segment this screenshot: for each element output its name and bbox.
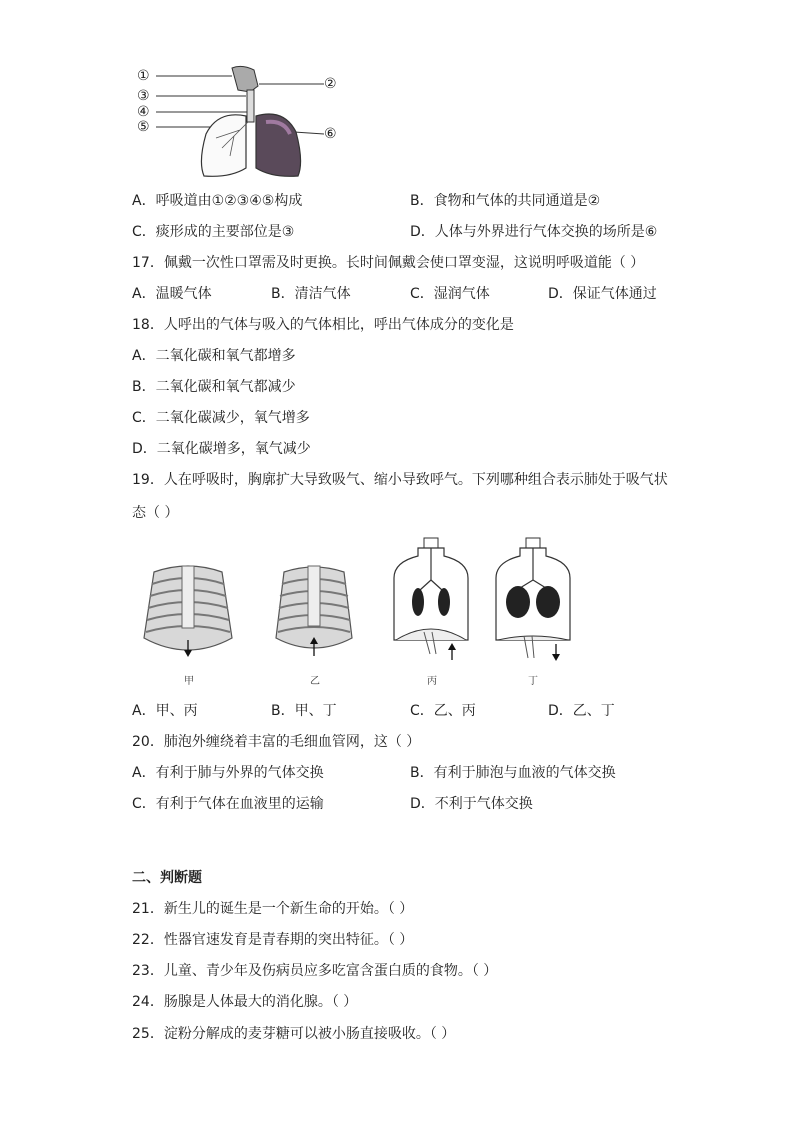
fig16-label-6: ⑥ (324, 126, 337, 142)
bell-jar-figure-ding (490, 536, 576, 664)
judge-item-25: 25．淀粉分解成的麦芽糖可以被小肠直接吸收。（ ） (132, 1026, 456, 1042)
q17-option-b: B．清洁气体 (271, 286, 351, 302)
q18-option-a: A．二氧化碳和氧气都增多 (132, 348, 296, 364)
q19-option-a: A．甲、丙 (132, 703, 198, 719)
caption-ding: 丁 (528, 676, 538, 687)
judge-item-23: 23．儿童、青少年及伤病员应多吃富含蛋白质的食物。（ ） (132, 963, 498, 979)
judge-item-24: 24．肠腺是人体最大的消化腺。（ ） (132, 994, 358, 1010)
q17-option-d: D．保证气体通过 (548, 286, 657, 302)
q20-stem: 20．肺泡外缠绕着丰富的毛细血管网，这（ ） (132, 734, 421, 750)
q20-option-d: D．不利于气体交换 (410, 796, 533, 812)
caption-yi: 乙 (310, 676, 320, 687)
q16-option-d: D．人体与外界进行气体交换的场所是⑥ (410, 224, 658, 240)
q20-option-b: B．有利于肺泡与血液的气体交换 (410, 765, 616, 781)
q19-stem-line1: 19．人在呼吸时，胸廓扩大导致吸气、缩小导致呼气。下列哪种组合表示肺处于吸气状 (132, 472, 668, 488)
fig16-label-5: ⑤ (137, 119, 150, 135)
q18-option-b: B．二氧化碳和氧气都减少 (132, 379, 296, 395)
ribcage-figure-jia (134, 558, 242, 666)
q18-stem: 18．人呼出的气体与吸入的气体相比，呼出气体成分的变化是 (132, 317, 514, 333)
q19-stem-line2: 态（ ） (132, 505, 179, 521)
q18-option-d: D．二氧化碳增多，氧气减少 (132, 441, 311, 457)
section-heading-judge: 二、判断题 (132, 870, 202, 886)
judge-item-21: 21．新生儿的诞生是一个新生命的开始。（ ） (132, 901, 414, 917)
respiratory-system-figure (134, 64, 344, 180)
fig16-label-2: ② (324, 76, 337, 92)
q19-option-c: C．乙、丙 (410, 703, 476, 719)
fig16-label-1: ① (137, 68, 150, 84)
q17-option-c: C．湿润气体 (410, 286, 490, 302)
q20-option-a: A．有利于肺与外界的气体交换 (132, 765, 324, 781)
q20-option-c: C．有利于气体在血液里的运输 (132, 796, 324, 812)
q19-option-d: D．乙、丁 (548, 703, 615, 719)
q16-option-b: B．食物和气体的共同通道是② (410, 193, 601, 209)
judge-item-22: 22．性器官速发育是青春期的突出特征。（ ） (132, 932, 414, 948)
q16-option-c: C．痰形成的主要部位是③ (132, 224, 295, 240)
fig16-label-4: ④ (137, 104, 150, 120)
q18-option-c: C．二氧化碳减少，氧气增多 (132, 410, 310, 426)
caption-jia: 甲 (184, 676, 194, 687)
fig16-label-3: ③ (137, 88, 150, 104)
q17-stem: 17．佩戴一次性口罩需及时更换。长时间佩戴会使口罩变湿，这说明呼吸道能（ ） (132, 255, 645, 271)
caption-bing: 丙 (427, 676, 437, 687)
q19-option-b: B．甲、丁 (271, 703, 337, 719)
q16-option-a: A．呼吸道由①②③④⑤构成 (132, 193, 303, 209)
bell-jar-figure-bing (388, 536, 474, 664)
ribcage-figure-yi (268, 560, 360, 664)
q17-option-a: A．温暖气体 (132, 286, 212, 302)
